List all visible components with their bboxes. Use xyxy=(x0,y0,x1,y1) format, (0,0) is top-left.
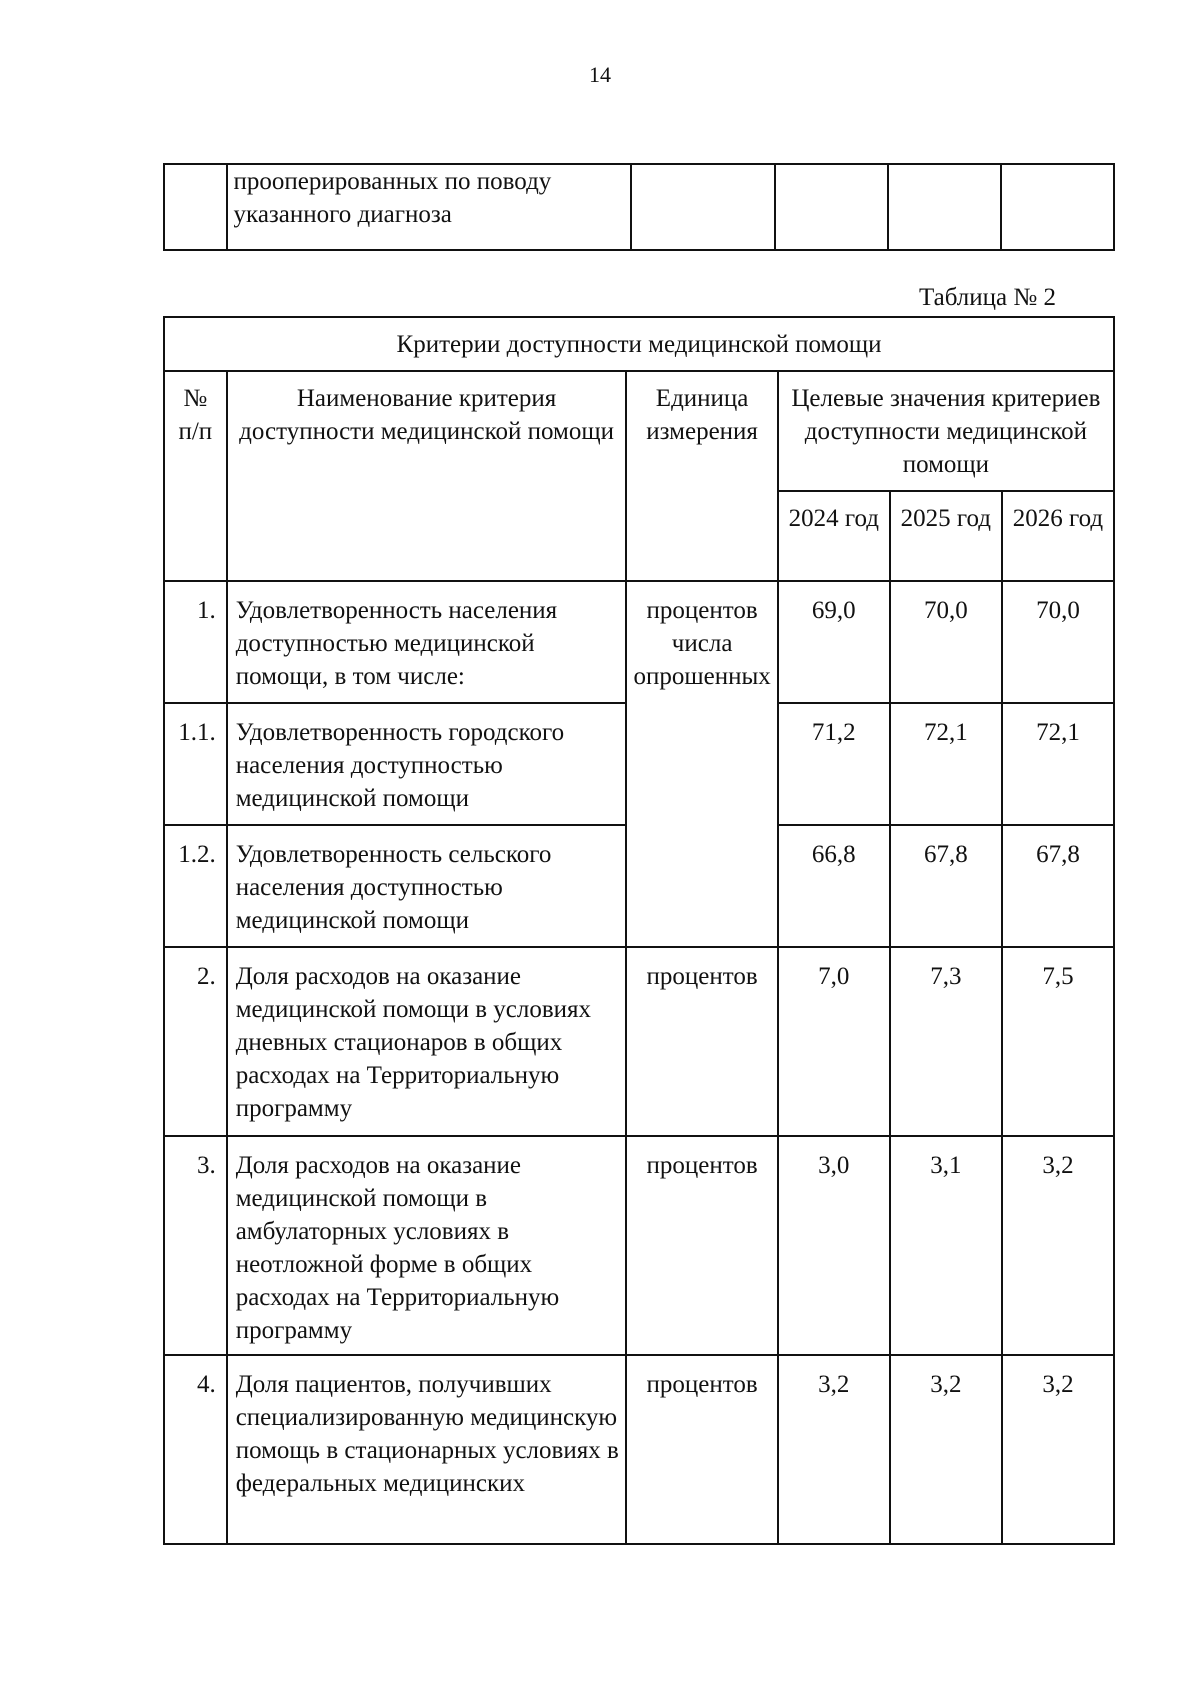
row-value-2026: 72,1 xyxy=(1002,703,1114,825)
header-criterion-name: Наименование критерия доступности медицинской помощи xyxy=(227,371,627,581)
row-criterion-name: Удовлетворенность сельского населения доступностью медицинской помощи xyxy=(227,825,627,947)
table-title: Критерии доступности медицинской помощи xyxy=(164,317,1114,371)
cell-empty xyxy=(775,164,888,250)
header-year: 2024 год xyxy=(778,491,890,581)
row-value-2025: 3,1 xyxy=(890,1136,1002,1355)
header-number xyxy=(164,371,227,581)
row-value-2024: 7,0 xyxy=(778,947,890,1136)
header-unit: Единица измерения xyxy=(626,371,777,581)
row-value-2025: 67,8 xyxy=(890,825,1002,947)
row-unit: процентов xyxy=(626,947,777,1136)
table-row xyxy=(164,1136,1114,1355)
row-value-2026: 67,8 xyxy=(1002,825,1114,947)
row-value-2024: 66,8 xyxy=(778,825,890,947)
row-criterion-name: Удовлетворенность населения доступностью медицинской помощи, в том числе: xyxy=(227,581,627,703)
row-number: 1. xyxy=(164,581,227,703)
row-value-2026: 7,5 xyxy=(1002,947,1114,1136)
row-value-2024: 3,2 xyxy=(778,1355,890,1544)
row-criterion-name: Доля расходов на оказание медицинской помощи в амбулаторных условиях в неотложной форме в общих расходах на Территориальную программу xyxy=(227,1136,627,1355)
row-value-2025: 72,1 xyxy=(890,703,1002,825)
row-value-2024: 71,2 xyxy=(778,703,890,825)
header-number-line: № xyxy=(183,385,208,412)
cell-empty xyxy=(631,164,775,250)
cell-empty xyxy=(164,164,227,250)
cell-empty xyxy=(888,164,1001,250)
row-number: 3. xyxy=(164,1136,227,1355)
row-criterion-name: Доля расходов на оказание медицинской помощи в условиях дневных стационаров в общих расходах на Территориальную программу xyxy=(227,947,627,1136)
row-number: 1.2. xyxy=(164,825,227,947)
row-value-2024: 69,0 xyxy=(778,581,890,703)
row-unit: процентов xyxy=(626,1136,777,1355)
row-unit: процентов числа опрошенных xyxy=(626,581,777,947)
cell-empty xyxy=(1001,164,1114,250)
row-value-2026: 3,2 xyxy=(1002,1136,1114,1355)
criteria-table xyxy=(163,316,1115,1545)
continuation-row xyxy=(164,164,1114,250)
row-value-2025: 70,0 xyxy=(890,581,1002,703)
table-caption: Таблица № 2 xyxy=(918,284,1056,311)
header-number-line: п/п xyxy=(178,418,213,445)
row-value-2025: 7,3 xyxy=(890,947,1002,1136)
row-criterion-name: Доля пациентов, получивших специализированную медицинскую помощь в стационарных условиях в федеральных медицинских xyxy=(227,1355,627,1544)
table-row xyxy=(164,581,1114,703)
table-row xyxy=(164,947,1114,1136)
table-row xyxy=(164,1355,1114,1544)
header-year: 2026 год xyxy=(1002,491,1114,581)
header-target-values: Целевые значения критериев доступности медицинской помощи xyxy=(778,371,1114,491)
row-value-2024: 3,0 xyxy=(778,1136,890,1355)
header-year: 2025 год xyxy=(890,491,1002,581)
continued-text-line: прооперированных по поводу xyxy=(233,168,552,195)
row-number: 2. xyxy=(164,947,227,1136)
continued-text-line: указанного диагноза xyxy=(233,201,452,228)
row-value-2026: 70,0 xyxy=(1002,581,1114,703)
page-number: 14 xyxy=(589,62,611,87)
cell-continued-text xyxy=(227,164,631,250)
continuation-table xyxy=(163,163,1115,251)
row-number: 1.1. xyxy=(164,703,227,825)
row-value-2025: 3,2 xyxy=(890,1355,1002,1544)
row-number: 4. xyxy=(164,1355,227,1544)
row-unit: процентов xyxy=(626,1355,777,1544)
row-value-2026: 3,2 xyxy=(1002,1355,1114,1544)
row-criterion-name: Удовлетворенность городского населения доступностью медицинской помощи xyxy=(227,703,627,825)
